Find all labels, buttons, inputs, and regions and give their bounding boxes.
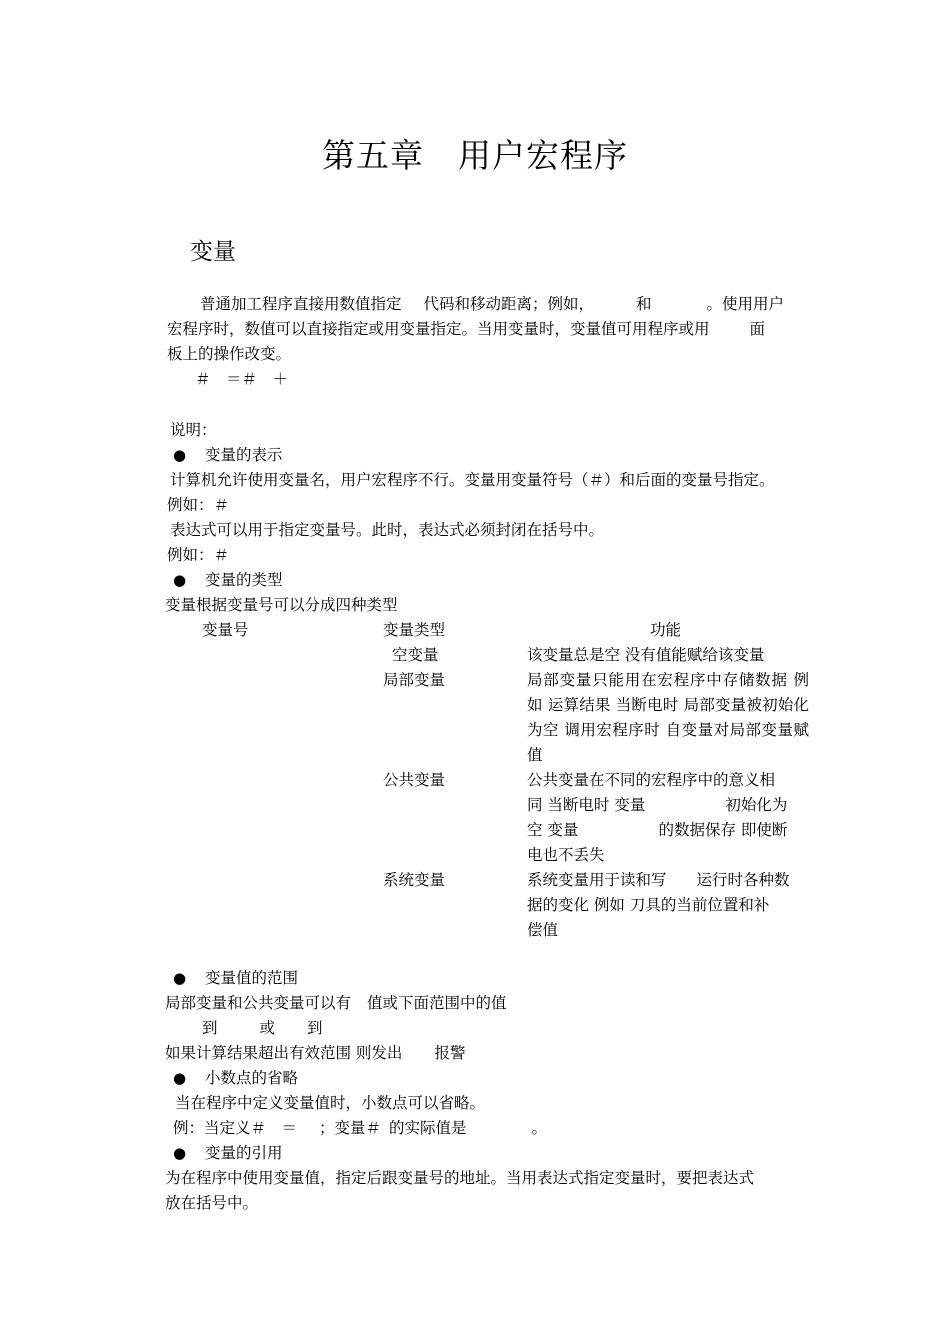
representation-text-2: 表达式可以用于指定变量号。此时，表达式必须封闭在括号中。 [170, 521, 605, 539]
intro-line-3: 板上的操作改变。 [167, 345, 292, 363]
bullet-icon: ● [173, 969, 187, 987]
representation-heading: 变量的表示 [205, 446, 283, 464]
range-to-2: 到 [307, 1019, 323, 1037]
function-local: 局部变量只能用在宏程序中存储数据 例如 运算结果 当断电时 局部变量被初始化为空 调用宏程序时 自变量对局部变量赋值 [527, 671, 809, 764]
bullet-representation [173, 443, 283, 468]
representation-example-1: 例如：＃ [167, 496, 230, 514]
range-alarm-a: 如果计算结果超出有效范围 则发出 [165, 1044, 403, 1062]
intro-line-1 [200, 292, 784, 317]
range-to-1: 到 [202, 1019, 218, 1037]
header-number: 变量号 [202, 621, 249, 639]
function-system-line-1-b: 运行时各种数 [696, 871, 790, 889]
intro-line-2-b: 面 [749, 320, 766, 338]
function-common-line-2-a: 同 当断电时 变量 [527, 796, 646, 814]
section-heading: 变量 [190, 239, 236, 265]
function-common-line-3-b: 的数据保存 即使断 [658, 821, 788, 839]
representation-example-2: 例如：＃ [167, 546, 230, 564]
type-system: 系统变量 [383, 871, 446, 889]
chapter-title: 第五章 用户宏程序 [322, 136, 628, 175]
note-label: 说明： [170, 421, 217, 439]
decimal-example [173, 1116, 547, 1141]
intro-example: ＃ ＝＃ ＋ [195, 370, 289, 388]
reference-line-1: 为在程序中使用变量值，指定后跟变量号的地址。当用表达式指定变量时，要把表达式 [165, 1169, 755, 1187]
type-null: 空变量 [392, 646, 439, 664]
range-text [165, 991, 507, 1016]
type-common: 公共变量 [383, 771, 446, 789]
bullet-icon: ● [173, 446, 187, 464]
range-values [202, 1016, 323, 1041]
representation-text-1: 计算机允许使用变量名，用户宏程序不行。变量用变量符号（＃）和后面的变量号指定。 [170, 471, 775, 489]
function-common-line-3-a: 空 变量 [527, 821, 579, 839]
header-function: 功能 [650, 621, 682, 639]
function-system-line-2: 据的变化 例如 刀具的当前位置和补 [527, 896, 770, 914]
decimal-example-c: 的实际值是 [389, 1119, 467, 1137]
range-alarm-b: 报警 [434, 1044, 466, 1062]
function-common-line-2 [527, 793, 787, 818]
function-null: 该变量总是空 没有值能赋给该变量 [527, 646, 765, 664]
function-common-line-3 [527, 818, 787, 843]
range-text-b: 值或下面范围中的值 [367, 994, 507, 1012]
intro-line-2-a: 宏程序时，数值可以直接指定或用变量指定。当用变量时，变量值可用程序或用 [167, 320, 710, 338]
function-common-line-2-b: 初始化为 [725, 796, 788, 814]
types-intro: 变量根据变量号可以分成四种类型 [165, 596, 398, 614]
function-common-line-4: 电也不丢失 [527, 846, 605, 864]
reference-line-2: 放在括号中。 [165, 1194, 259, 1212]
function-common-line-1: 公共变量在不同的宏程序中的意义相 [527, 771, 776, 789]
bullet-icon: ● [173, 1069, 187, 1087]
range-alarm [165, 1041, 465, 1066]
bullet-icon: ● [173, 1144, 187, 1162]
intro-line-2 [167, 317, 765, 342]
bullet-decimal [173, 1066, 298, 1091]
types-heading: 变量的类型 [205, 571, 283, 589]
decimal-example-d: 。 [531, 1119, 548, 1137]
bullet-types [173, 568, 283, 593]
intro-line-1-a: 普通加工程序直接用数值指定 [200, 295, 402, 313]
intro-line-1-c: 和 [636, 295, 652, 313]
intro-line-1-b: 代码和移动距离；例如， [423, 295, 595, 313]
bullet-reference [173, 1141, 283, 1166]
decimal-text: 当在程序中定义变量值时，小数点可以省略。 [175, 1094, 486, 1112]
decimal-example-a: 例：当定义＃ ＝ [173, 1119, 298, 1137]
bullet-range [173, 966, 298, 991]
function-system-line-1 [527, 868, 790, 893]
decimal-example-b: ；变量＃ [319, 1119, 382, 1137]
range-heading: 变量值的范围 [205, 969, 299, 987]
function-system-line-3: 偿值 [527, 921, 559, 939]
type-local: 局部变量 [383, 671, 446, 689]
bullet-icon: ● [173, 571, 187, 589]
header-type: 变量类型 [383, 621, 446, 639]
reference-heading: 变量的引用 [205, 1144, 283, 1162]
function-system-line-1-a: 系统变量用于读和写 [527, 871, 667, 889]
intro-line-1-d: 。使用用户 [706, 295, 785, 313]
range-text-a: 局部变量和公共变量可以有 [165, 994, 352, 1012]
range-or: 或 [259, 1019, 276, 1037]
decimal-heading: 小数点的省略 [205, 1069, 299, 1087]
